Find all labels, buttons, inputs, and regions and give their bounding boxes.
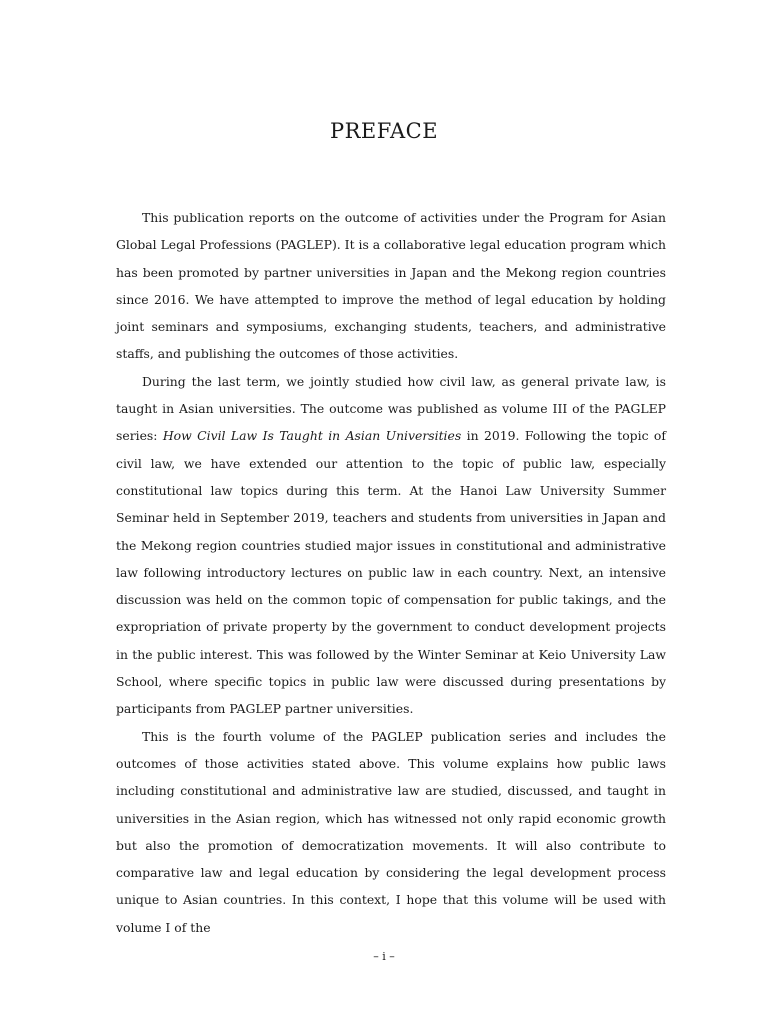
paragraph-2-text-end: in 2019. Following the topic of civil law, we have extended our attention to the topic of public law, especially constitutional law topics during this term. At the Hanoi Law University Summer Seminar held in September 2019, teachers and students from universities in Japan and the Mekong region countries studied major issues in constitutional and administrative law following introductory lectures on public law in each country. Next, an intensive discussion was held on the common topic of compensation for public takings, and the expropriation of private property by the government to conduct development projects in the public interest. This was followed by the Winter Seminar at Keio University Law School, where specific topics in public law were discussed during presentations by participants from PAGLEP partner universities. [116,428,666,717]
paragraph-2 [116,368,666,723]
book-title-italic: How Civil Law Is Taught in Asian Universities [162,428,462,444]
page-title: PREFACE [329,119,439,143]
paragraph-2-text-start: During the last term, we jointly studied how civil law, as general private law, is taught in Asian universities. The outcome was published as volume III of the PAGLEP series: [116,373,666,444]
paragraph-1: This publication reports on the outcome of activities under the Program for Asian Global Legal Professions (PAGLEP). It is a collaborative legal education program which has been promoted by partner universities in Japan and the Mekong region countries since 2016. We have attempted to improve the method of legal education by holding joint seminars and symposiums, exchanging students, teachers, and administrative staffs, and publishing the outcomes of those activities. [116,210,666,362]
paragraph-3: This is the fourth volume of the PAGLEP publication series and includes the outcomes of those activities stated above. This volume explains how public laws including constitutional and administrative law are studied, discussed, and taught in universities in the Asian region, which has witnessed not only rapid economic growth but also the promotion of democratization movements. It will also contribute to comparative law and legal education by considering the legal development process unique to Asian countries. In this context, I hope that this volume will be used with volume I of the [116,728,666,935]
page-number: – i – [373,950,395,963]
preface-body [116,204,666,941]
